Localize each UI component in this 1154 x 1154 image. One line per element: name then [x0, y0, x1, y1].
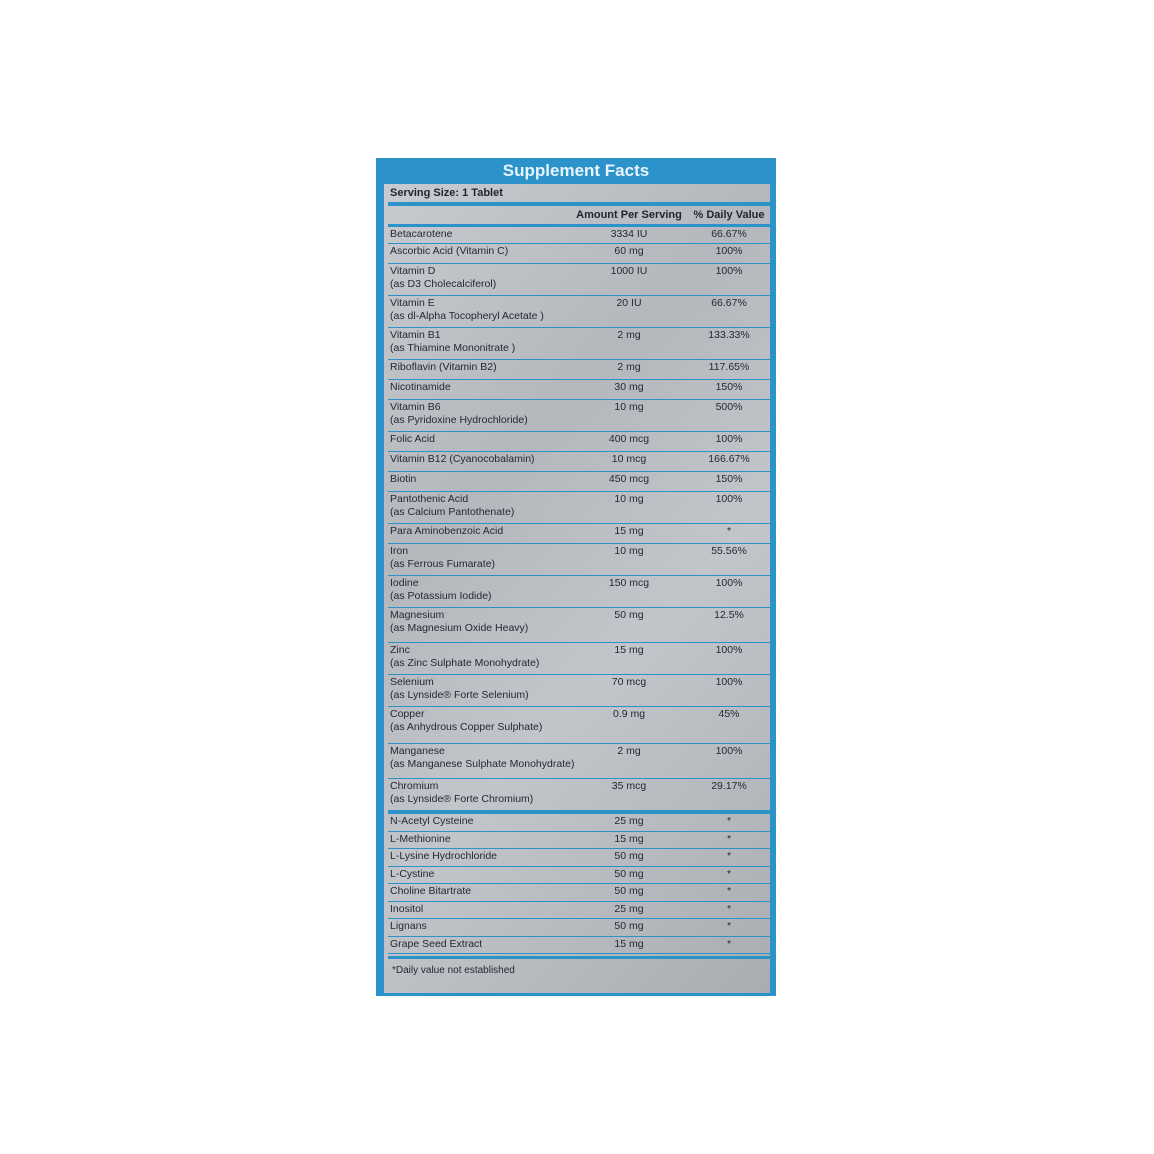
table-row: [388, 360, 770, 380]
nutrient-source: (as Potassium Iodide): [390, 589, 492, 602]
daily-value-cell: 66.67%: [711, 297, 747, 309]
nutrient-name: L-Cystine: [390, 867, 435, 880]
nutrient-name: Iron: [390, 545, 409, 557]
amount-cell: 70 mcg: [611, 676, 647, 688]
nutrient-name: Folic Acid: [390, 433, 435, 445]
nutrient-group-vitamins-minerals: [388, 227, 770, 811]
nutrient-name: Pantothenic Acid: [390, 493, 469, 505]
daily-value-cell: *: [726, 937, 732, 950]
daily-value-cell: 100%: [715, 493, 743, 505]
amount-cell: 20 IU: [616, 297, 642, 309]
amount-cell: 10 mg: [614, 493, 644, 505]
daily-value-cell: 29.17%: [711, 780, 747, 792]
nutrient-cell: [388, 228, 570, 241]
nutrient-name: Betacarotene: [390, 228, 453, 240]
daily-value-cell: *: [726, 815, 732, 827]
daily-value-cell: 100%: [715, 745, 743, 757]
amount-cell: 400 mcg: [608, 433, 650, 445]
amount-cell: 50 mg: [614, 609, 644, 621]
daily-value-cell: 150%: [715, 381, 743, 393]
table-row: [388, 867, 770, 885]
daily-value-cell: 100%: [715, 245, 743, 257]
divider-thick: [388, 956, 770, 959]
daily-value-cell: *: [726, 832, 732, 845]
nutrient-source: (as Lynside® Forte Selenium): [390, 688, 529, 701]
serving-size: Serving Size: 1 Tablet: [390, 187, 503, 199]
amount-cell: 3334 IU: [610, 228, 648, 240]
nutrient-name: Vitamin B1: [390, 329, 441, 341]
nutrient-name: Zinc: [390, 644, 410, 656]
nutrient-cell: [388, 577, 570, 602]
daily-value-cell: 55.56%: [711, 545, 747, 557]
nutrient-cell: [388, 493, 570, 518]
nutrient-cell: [388, 609, 570, 634]
daily-value-cell: *: [726, 920, 732, 932]
amount-cell: 15 mg: [614, 525, 644, 537]
table-row: [388, 544, 770, 576]
nutrient-cell: [388, 401, 570, 426]
amount-cell: 10 mg: [614, 545, 644, 557]
header-daily-value: % Daily Value: [693, 209, 765, 221]
nutrient-source: (as dl-Alpha Tocopheryl Acetate ): [390, 309, 544, 322]
nutrient-name: Lignans: [390, 920, 427, 932]
nutrient-cell: [388, 329, 570, 354]
nutrient-source: (as Pyridoxine Hydrochloride): [390, 413, 528, 426]
amount-cell: 2 mg: [617, 329, 641, 341]
daily-value-cell: 66.67%: [711, 228, 747, 240]
amount-cell: 10 mg: [614, 401, 644, 413]
table-row: [388, 264, 770, 296]
amount-cell: 50 mg: [614, 885, 644, 897]
table-row: [388, 937, 770, 955]
nutrient-name: Selenium: [390, 676, 434, 688]
table-row: [388, 472, 770, 492]
nutrient-name: Ascorbic Acid (Vitamin C): [390, 245, 509, 257]
amount-cell: 0.9 mg: [612, 708, 646, 720]
daily-value-cell: 100%: [715, 433, 743, 445]
nutrient-source: (as Magnesium Oxide Heavy): [390, 621, 529, 634]
nutrient-cell: [388, 453, 570, 466]
daily-value-cell: *: [726, 867, 732, 880]
nutrient-cell: [388, 381, 570, 394]
nutrient-cell: [388, 745, 575, 770]
amount-cell: 35 mcg: [611, 780, 647, 792]
header-amount: Amount Per Serving: [576, 209, 682, 221]
daily-value-cell: 166.67%: [708, 453, 750, 465]
panel-frame-right: [770, 158, 776, 996]
table-row: [388, 452, 770, 472]
nutrient-name: Nicotinamide: [390, 381, 451, 393]
nutrient-source: (as Manganese Sulphate Monohydrate): [390, 757, 575, 770]
amount-cell: 10 mcg: [611, 453, 647, 465]
nutrient-cell: [388, 780, 570, 805]
nutrient-name: Chromium: [390, 780, 439, 792]
nutrient-name: N-Acetyl Cysteine: [390, 815, 474, 827]
table-row: [388, 814, 770, 832]
daily-value-cell: 45%: [718, 708, 740, 720]
table-row: [388, 832, 770, 850]
nutrient-cell: [388, 676, 570, 701]
table-row: [388, 902, 770, 920]
amount-cell: 450 mcg: [608, 473, 650, 485]
nutrient-name: Biotin: [390, 473, 417, 485]
daily-value-cell: 500%: [715, 401, 743, 413]
nutrient-name: Grape Seed Extract: [390, 937, 483, 950]
facts-table: [388, 184, 770, 979]
amount-cell: 2 mg: [617, 745, 641, 757]
daily-value-cell: 117.65%: [708, 361, 750, 373]
table-row: [388, 608, 770, 643]
nutrient-name: Magnesium: [390, 609, 445, 621]
table-row: [388, 884, 770, 902]
nutrient-name: Vitamin D: [390, 265, 436, 277]
nutrient-source: (as Anhydrous Copper Sulphate): [390, 720, 543, 733]
table-row: [388, 919, 770, 937]
nutrient-name: Inositol: [390, 902, 424, 915]
nutrient-name: L-Lysine Hydrochloride: [390, 850, 497, 862]
amount-cell: 25 mg: [614, 815, 644, 827]
panel-frame-left: [376, 158, 384, 996]
nutrient-source: (as D3 Cholecalciferol): [390, 277, 497, 290]
daily-value-cell: 133.33%: [708, 329, 750, 341]
nutrient-cell: [388, 265, 570, 290]
amount-cell: 25 mg: [614, 902, 644, 915]
daily-value-cell: 100%: [715, 676, 743, 688]
table-row: [388, 400, 770, 432]
amount-cell: 30 mg: [614, 381, 644, 393]
amount-cell: 50 mg: [614, 867, 644, 880]
amount-cell: 50 mg: [614, 850, 644, 862]
nutrient-name: L-Methionine: [390, 832, 451, 845]
amount-cell: 1000 IU: [610, 265, 648, 277]
nutrient-group-other: [388, 814, 770, 954]
table-row: [388, 576, 770, 608]
nutrient-name: Vitamin B6: [390, 401, 441, 413]
daily-value-cell: *: [726, 902, 732, 915]
table-row: [388, 524, 770, 544]
amount-cell: 150 mcg: [608, 577, 650, 589]
daily-value-cell: *: [726, 850, 732, 862]
nutrient-cell: [388, 361, 570, 374]
table-row: [388, 328, 770, 360]
nutrient-source: (as Calcium Pantothenate): [390, 505, 515, 518]
daily-value-cell: 12.5%: [714, 609, 744, 621]
panel-title: Supplement Facts: [376, 158, 776, 184]
nutrient-source: (as Lynside® Forte Chromium): [390, 792, 534, 805]
nutrient-name: Para Aminobenzoic Acid: [390, 525, 504, 537]
amount-cell: 15 mg: [614, 832, 644, 845]
amount-cell: 50 mg: [614, 920, 644, 932]
nutrient-name: Choline Bitartrate: [390, 885, 472, 897]
nutrient-cell: [388, 644, 570, 669]
table-row: [388, 432, 770, 452]
table-row: [388, 779, 770, 811]
nutrient-source: (as Ferrous Fumarate): [390, 557, 496, 570]
daily-value-cell: 100%: [715, 265, 743, 277]
daily-value-cell: *: [726, 525, 732, 537]
table-row: [388, 744, 770, 779]
table-header: [388, 206, 770, 224]
table-row: [388, 643, 770, 675]
footnote: *Daily value not established: [392, 965, 515, 976]
nutrient-cell: [388, 473, 570, 486]
table-row: [388, 227, 770, 244]
amount-cell: 15 mg: [614, 644, 644, 656]
table-row: [388, 707, 770, 744]
nutrient-cell: [388, 525, 570, 538]
nutrient-cell: [388, 545, 570, 570]
table-row: [388, 380, 770, 400]
nutrient-name: Copper: [390, 708, 425, 720]
nutrient-name: Vitamin E: [390, 297, 435, 309]
panel-frame-bottom: [376, 993, 776, 996]
nutrient-cell: [388, 245, 570, 258]
table-row: [388, 296, 770, 328]
nutrient-cell: [388, 297, 570, 322]
table-row: [388, 849, 770, 867]
nutrient-source: (as Thiamine Mononitrate ): [390, 341, 516, 354]
nutrient-name: Vitamin B12 (Cyanocobalamin): [390, 453, 535, 465]
amount-cell: 60 mg: [614, 245, 644, 257]
table-row: [388, 675, 770, 707]
amount-cell: 2 mg: [617, 361, 641, 373]
amount-cell: 15 mg: [614, 937, 644, 950]
table-row: [388, 492, 770, 524]
nutrient-source: (as Zinc Sulphate Monohydrate): [390, 656, 540, 669]
nutrient-cell: [388, 433, 570, 446]
supplement-facts-panel: [376, 158, 776, 996]
daily-value-cell: 150%: [715, 473, 743, 485]
table-row: [388, 244, 770, 264]
nutrient-name: Iodine: [390, 577, 419, 589]
nutrient-name: Riboflavin (Vitamin B2): [390, 361, 497, 373]
daily-value-cell: 100%: [715, 644, 743, 656]
nutrient-cell: [388, 708, 570, 733]
daily-value-cell: 100%: [715, 577, 743, 589]
daily-value-cell: *: [726, 885, 732, 897]
nutrient-name: Manganese: [390, 745, 445, 757]
